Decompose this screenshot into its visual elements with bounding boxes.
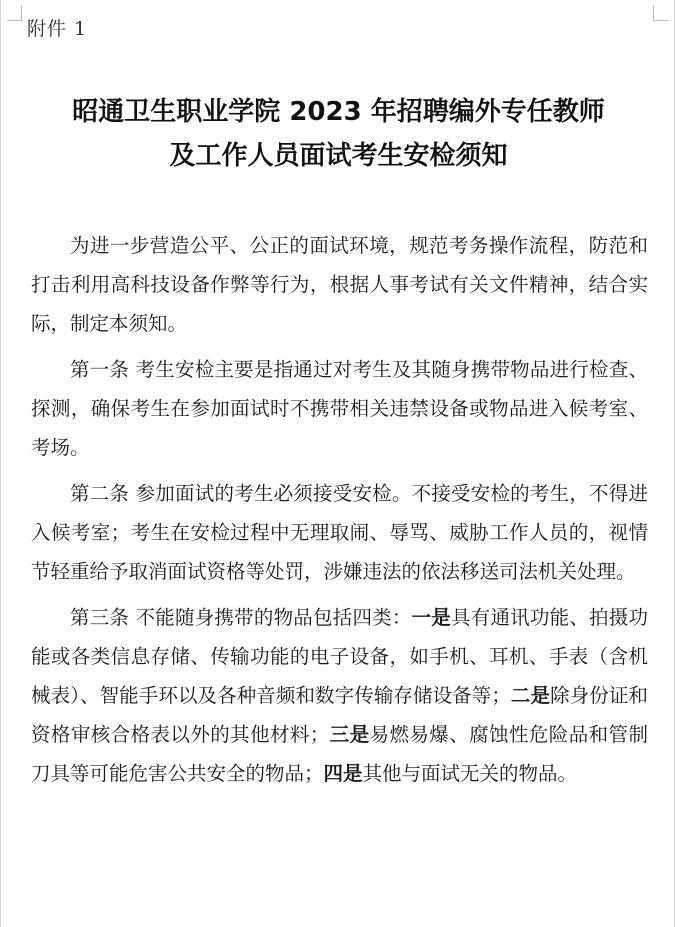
article-3-item-4-text: 其他与面试无关的物品。 [362,762,578,785]
article-3-item-1-lead: 一是 [411,606,452,629]
title-line-2: 及工作人员面试考生安检须知 [169,141,508,171]
document-title [1,90,675,178]
article-2-text: 参加面试的考生必须接受安检。不接受安检的考生，不得进入候考室；考生在安检过程中无理取闹、辱骂、威胁工作人员的，视情节轻重给予取消面试资格等处罚，涉嫌违法的依法移送司法机关处理。 [31,482,648,583]
article-1-lead: 第一条 [70,358,130,381]
article-3-paragraph [31,598,648,793]
article-1-paragraph [31,350,648,467]
crop-mark-top-right [653,6,668,21]
article-3-lead: 第三条 [70,606,130,629]
article-1-text: 考生安检主要是指通过对考生及其随身携带物品进行检查、探测，确保考生在参加面试时不携带相关违禁设备或物品进入候考室、考场。 [31,358,648,459]
article-3-item-3-lead: 三是 [329,723,370,746]
crop-mark-top-left [7,6,22,21]
title-line-1: 昭通卫生职业学院 2023 年招聘编外专任教师 [72,97,605,127]
document-body [31,226,648,800]
article-3-item-1-text: 具有通讯功能、拍摄功能或各类信息存储、传输功能的电子设备，如手机、耳机、手表（含机械表）、智能手环以及各种音频和数字传输存储设备等； [31,606,648,707]
article-3-item-3-text: 易燃易爆、腐蚀性危险品和管制刀具等可能危害公共安全的物品； [31,723,648,785]
article-3-item-2-lead: 二是 [510,684,551,707]
article-2-lead: 第二条 [70,482,130,505]
article-2-paragraph [31,474,648,591]
article-3-item-2-text: 除身份证和资格审核合格表以外的其他材料； [31,684,648,746]
article-3-text-a: 不能随身携带的物品包括四类： [129,606,412,629]
article-3-item-4-lead: 四是 [323,762,363,785]
attachment-label: 附件 1 [27,18,88,40]
intro-paragraph: 为进一步营造公平、公正的面试环境，规范考务操作流程，防范和打击利用高科技设备作弊等行为，根据人事考试有关文件精神，结合实际，制定本须知。 [31,234,648,335]
